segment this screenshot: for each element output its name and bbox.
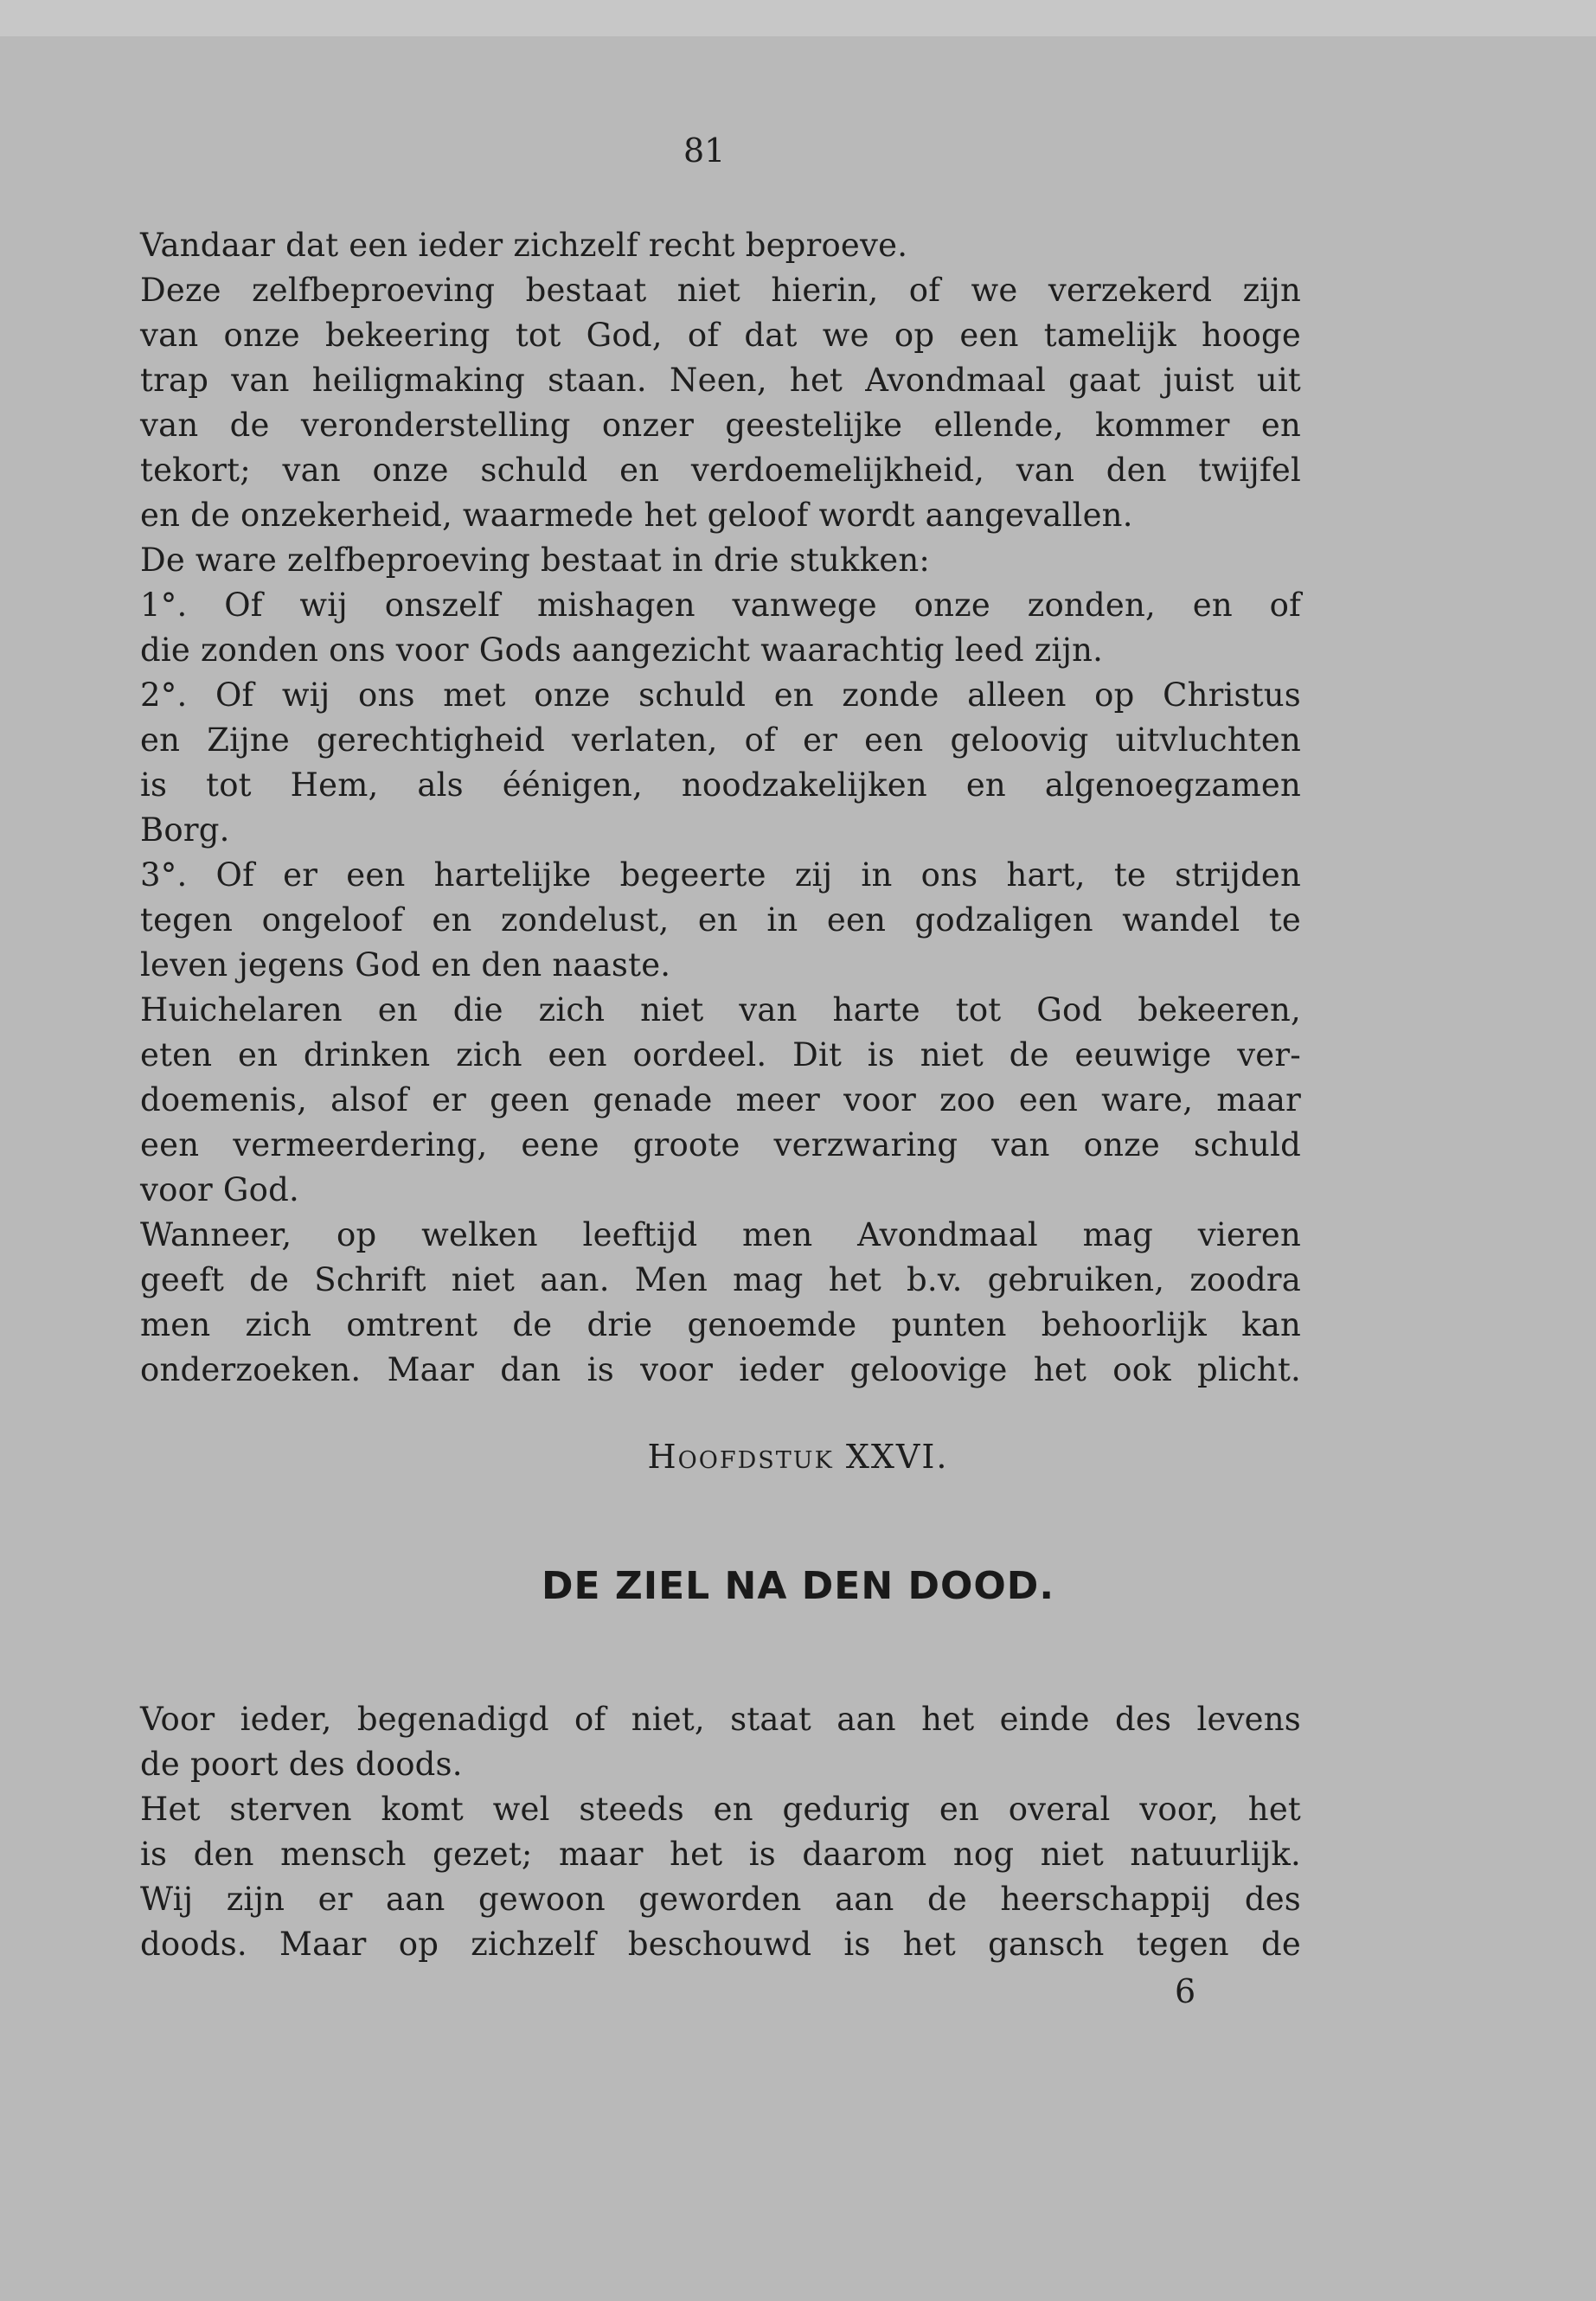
- page-number: 81: [683, 131, 726, 170]
- text-line: is den mensch gezet; maar het is daarom nog niet natuurlijk.: [140, 1836, 1301, 1873]
- text-line: en de onzekerheid, waarmede het geloof wordt aangevallen.: [140, 497, 1133, 534]
- signature-mark: 6: [1175, 1972, 1196, 2010]
- text-line: eten en drinken zich een oordeel. Dit is niet de eeuwige ver-: [140, 1036, 1301, 1074]
- text-line: en Zijne gerechtigheid verlaten, of er een geloovig uitvluchten: [140, 721, 1301, 759]
- text-line: van onze bekeering tot God, of dat we op een tamelijk hooge: [140, 317, 1301, 354]
- text-line: is tot Hem, als éénigen, noodzakelijken en algenoegzamen: [140, 766, 1301, 804]
- text-line: men zich omtrent de drie genoemde punten behoorlijk kan: [140, 1306, 1301, 1343]
- text-line: voor God.: [140, 1171, 299, 1208]
- text-line: Wij zijn er aan gewoon geworden aan de heerschappij des: [140, 1881, 1301, 1918]
- text-line: 2°. Of wij ons met onze schuld en zonde alleen op Christus: [140, 676, 1301, 714]
- text-line: tekort; van onze schuld en verdoemelijkheid, van den twijfel: [140, 452, 1301, 489]
- text-line: die zonden ons voor Gods aangezicht waarachtig leed zijn.: [140, 631, 1104, 669]
- text-line: doods. Maar op zichzelf beschouwd is het gansch tegen de: [140, 1926, 1301, 1963]
- text-line: Vandaar dat een ieder zichzelf recht beproeve.: [140, 227, 908, 264]
- text-line: geeft de Schrift niet aan. Men mag het b.v. gebruiken, zoodra: [140, 1261, 1301, 1298]
- text-line: trap van heiligmaking staan. Neen, het Avondmaal gaat juist uit: [140, 362, 1301, 399]
- text-line: van de veronderstelling onzer geestelijke ellende, kommer en: [140, 407, 1301, 444]
- text-line: onderzoeken. Maar dan is voor ieder geloovige het ook plicht.: [140, 1351, 1301, 1388]
- text-line: 3°. Of er een hartelijke begeerte zij in ons hart, te strijden: [140, 856, 1301, 894]
- text-line: een vermeerdering, eene groote verzwaring van onze schuld: [140, 1126, 1301, 1163]
- text-line: leven jegens God en den naaste.: [140, 946, 671, 984]
- text-line: Deze zelfbeproeving bestaat niet hierin, of we verzekerd zijn: [140, 272, 1301, 309]
- chapter-title: DE ZIEL NA DEN DOOD.: [541, 1564, 1055, 1608]
- text-line: de poort des doods.: [140, 1746, 463, 1783]
- text-line: Huichelaren en die zich niet van harte tot God bekeeren,: [140, 991, 1301, 1029]
- text-line: Borg.: [140, 811, 230, 849]
- text-line: Voor ieder, begenadigd of niet, staat aan het einde des levens: [140, 1701, 1301, 1738]
- chapter-heading: Hoofdstuk XXVI.: [647, 1438, 949, 1476]
- text-line: De ware zelfbeproeving bestaat in drie stukken:: [140, 542, 931, 579]
- text-line: tegen ongeloof en zondelust, en in een godzaligen wandel te: [140, 901, 1301, 939]
- text-line: 1°. Of wij onszelf mishagen vanwege onze zonden, en of: [140, 586, 1301, 624]
- text-line: Wanneer, op welken leeftijd men Avondmaal mag vieren: [140, 1216, 1301, 1253]
- text-line: Het sterven komt wel steeds en gedurig en overal voor, het: [140, 1791, 1301, 1828]
- text-line: doemenis, alsof er geen genade meer voor zoo een ware, maar: [140, 1081, 1301, 1118]
